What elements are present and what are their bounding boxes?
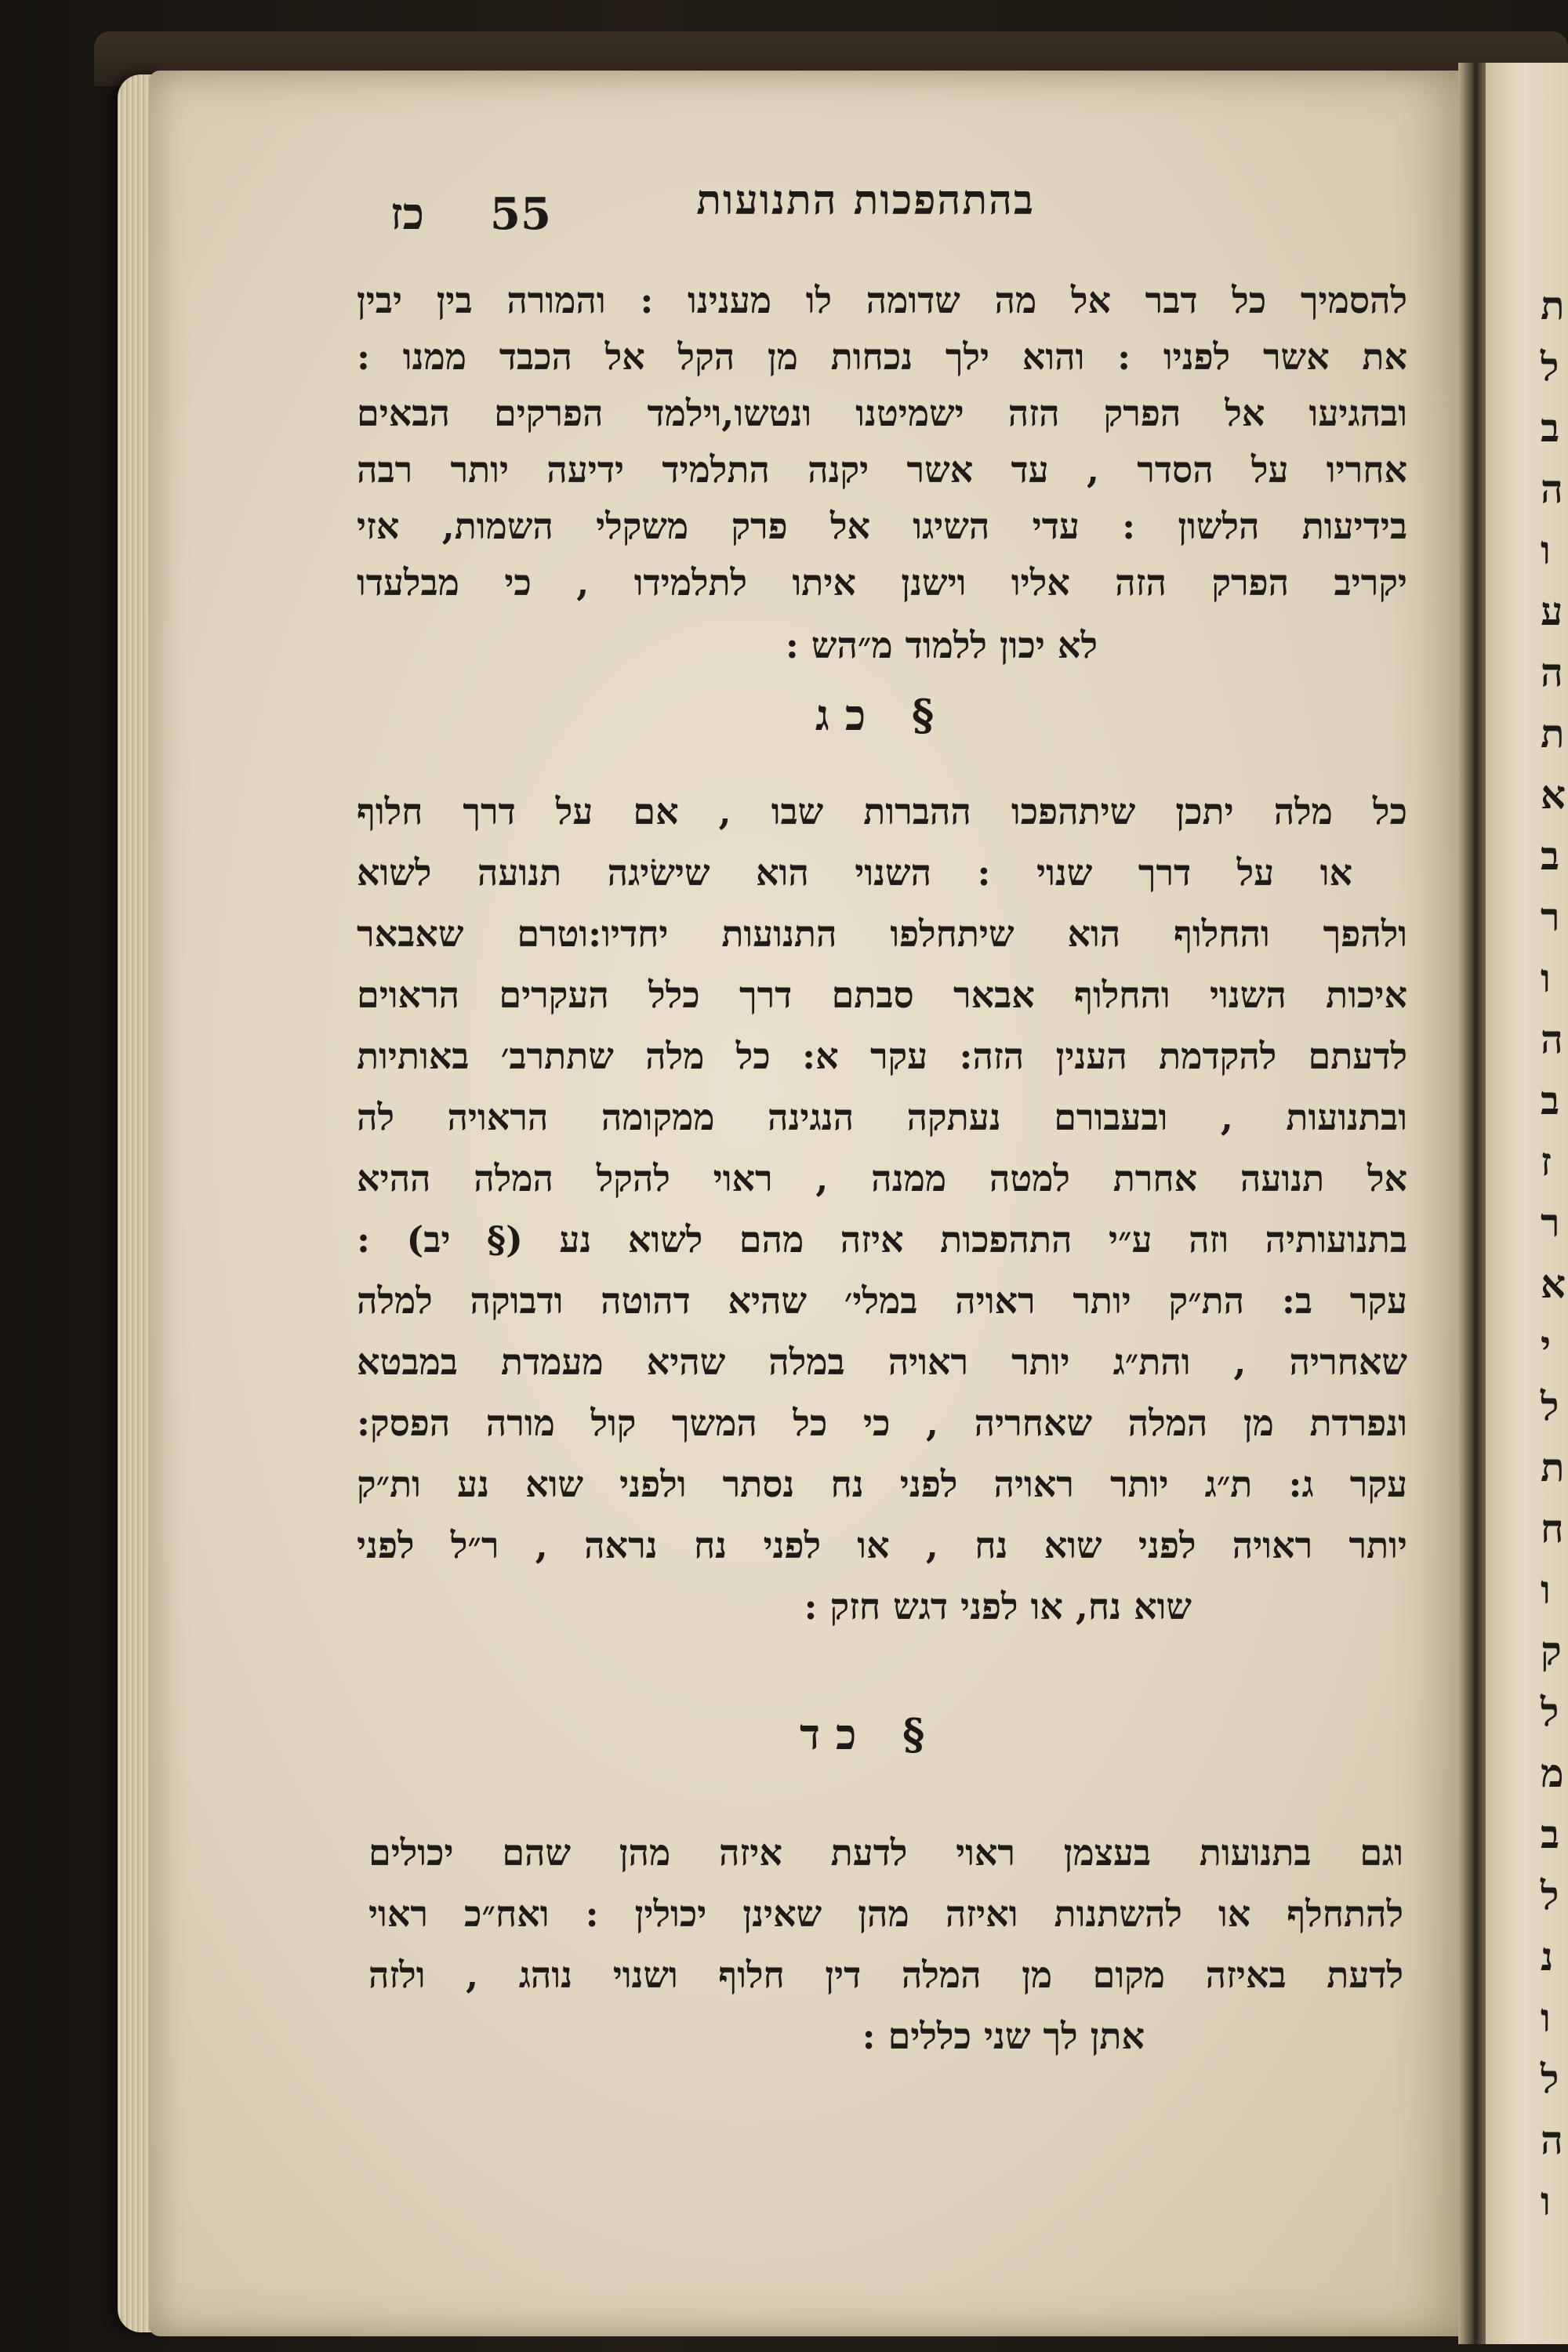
p1-line-6: יקריב הפרק הזה אליו וישנן איתו לתלמידו , כי מבלעדו <box>357 561 1407 604</box>
facing-page-glyph: ה <box>1541 1016 1563 1062</box>
p1-line-4: אחריו על הסדר , עד אשר יקנה התלמיד ידיעה יותר רבה <box>357 448 1407 491</box>
p2-line-2: או על דרך שנוי : השנוי הוא שישׂיגה תנועה לשוא <box>357 851 1352 894</box>
facing-page-glyph: ב <box>1541 1077 1560 1123</box>
facing-page-glyph: ו <box>1541 1566 1551 1613</box>
facing-page-glyph: ב <box>1541 1811 1560 1857</box>
facing-page-glyph: ו <box>1541 2178 1551 2224</box>
p2-line-9: עקר ב: הת״ק יותר ראויה במלי׳ שהיא דהוטה ודבוקה למלה <box>357 1279 1407 1322</box>
p2-line-14: שוא נח, או לפני דגש חזק : <box>804 1585 1192 1628</box>
p3-line-2: להתחלף או להשתנות ואיזה מהן שאינן יכולין : ואח״כ ראוי <box>368 1893 1403 1935</box>
facing-page-glyph: ב <box>1541 833 1560 879</box>
facing-page-glyph: ב <box>1541 405 1560 451</box>
hebrew-folio: כז <box>390 188 424 240</box>
facing-page-glyph: ז <box>1541 1138 1552 1185</box>
facing-page-glyph: ל <box>1541 343 1559 390</box>
p2-line-3: ולהפך והחלוף הוא שיתחלפו התנועות יחדיו:וטרם שאבאר <box>357 913 1407 955</box>
facing-page-glyph: ו <box>1541 955 1551 1001</box>
p2-line-4: איכות השנוי והחלוף אבאר סבתם דרך כלל העקרים הראוים <box>357 974 1407 1016</box>
p2-line-1-text: כל מלה יתכן שיתהפכו ההברות שבו , אם על דרך חלוף <box>357 790 1407 833</box>
facing-page-glyph: א <box>1541 1261 1566 1307</box>
p2-line-1 <box>357 790 1407 833</box>
p2-line-6: ובתנועות , ובעבורם נעתקה הנגינה ממקומה הראויה לה <box>357 1096 1407 1138</box>
page-number: 55 <box>490 188 551 240</box>
facing-page-glyph: ל <box>1541 2056 1559 2102</box>
section-mark-24: § כד <box>800 1709 941 1759</box>
facing-page-glyph: מ <box>1541 1750 1564 1796</box>
facing-page-glyph: ו <box>1541 527 1551 573</box>
book-gutter <box>1458 63 1490 2344</box>
facing-page-glyph: ה <box>1541 466 1563 512</box>
p2-line-5: לדעתם להקדמת הענין הזה: עקר א: כל מלה שתתרב׳ באותיות <box>357 1035 1407 1077</box>
p1-line-1: להסמיך כל דבר אל מה שדומה לו מענינו : והמורה בין יבין <box>357 279 1407 321</box>
facing-page-glyph: ח <box>1541 1505 1564 1552</box>
facing-page-glyph: ל <box>1541 1383 1559 1429</box>
p3-line-4: אתן לך שני כללים : <box>862 2015 1145 2057</box>
section-mark-23: § כג <box>815 690 950 740</box>
facing-page-glyph: ו <box>1541 1994 1551 2041</box>
facing-page-glyph: ת <box>1541 282 1565 328</box>
facing-page-glyph: נ <box>1541 1933 1554 1980</box>
facing-page-glyph: ה <box>1541 2117 1563 2163</box>
facing-page-glyph: י <box>1541 1322 1552 1368</box>
p2-line-10: שאחריה , והת״ג יותר ראויה במלה שהיא מעמדת במבטא <box>357 1341 1407 1383</box>
p2-line-13: יותר ראויה לפני שוא נח , או לפני נח נראה , ר״ל לפני <box>357 1524 1407 1566</box>
p3-line-3: לדעת באיזה מקום מן המלה דין חלוף ושנוי נוהג , ולזה <box>368 1954 1403 1996</box>
p1-line-2: את אשר לפניו : והוא ילך נכחות מן הקל אל הכבד ממנו : <box>357 336 1407 378</box>
facing-page-glyph: ר <box>1541 1200 1560 1246</box>
facing-page-glyph: ה <box>1541 649 1563 695</box>
facing-page-glyph: ת <box>1541 710 1565 757</box>
p1-line-3: ובהגיעו אל הפרק הזה ישמיטנו ונטשו,וילמד הפרקים הבאים <box>357 392 1407 434</box>
facing-page-glyph: ק <box>1541 1628 1562 1674</box>
p2-line-11: ונפרדת מן המלה שאחריה , כי כל המשך קול מורה הפסק: <box>357 1402 1407 1444</box>
running-title: בהתהפכות התנועות <box>696 176 1035 224</box>
facing-page-glyph: ל <box>1541 1872 1559 1918</box>
p3-line-1: וגם בתנועות בעצמן ראוי לדעת איזה מהן שהם יכולים <box>368 1831 1403 1874</box>
p2-line-8: בתנועותיה וזה ע״י התהפכות איזה מהם לשוא נע (§ יב) : <box>357 1218 1407 1261</box>
facing-page-glyph: ר <box>1541 894 1560 940</box>
p1-line-5: בידיעות הלשון : עדי השיגו אל פרק משקלי השמות, אזי <box>357 505 1407 547</box>
p2-line-12: עקר ג: ת״ג יותר ראויה לפני נח נסתר ולפני שוא נע ות״ק <box>357 1463 1407 1505</box>
facing-page-glyph: ת <box>1541 1444 1565 1490</box>
facing-page-glyph: ל <box>1541 1689 1559 1735</box>
p2-line-7: אל תנועה אחרת למטה ממנה , ראוי להקל המלה ההיא <box>357 1157 1407 1200</box>
p1-line-7: לא יכון ללמוד מ״הש : <box>785 624 1098 666</box>
facing-page-glyph: א <box>1541 771 1566 818</box>
facing-page-glyph: ע <box>1541 588 1563 634</box>
